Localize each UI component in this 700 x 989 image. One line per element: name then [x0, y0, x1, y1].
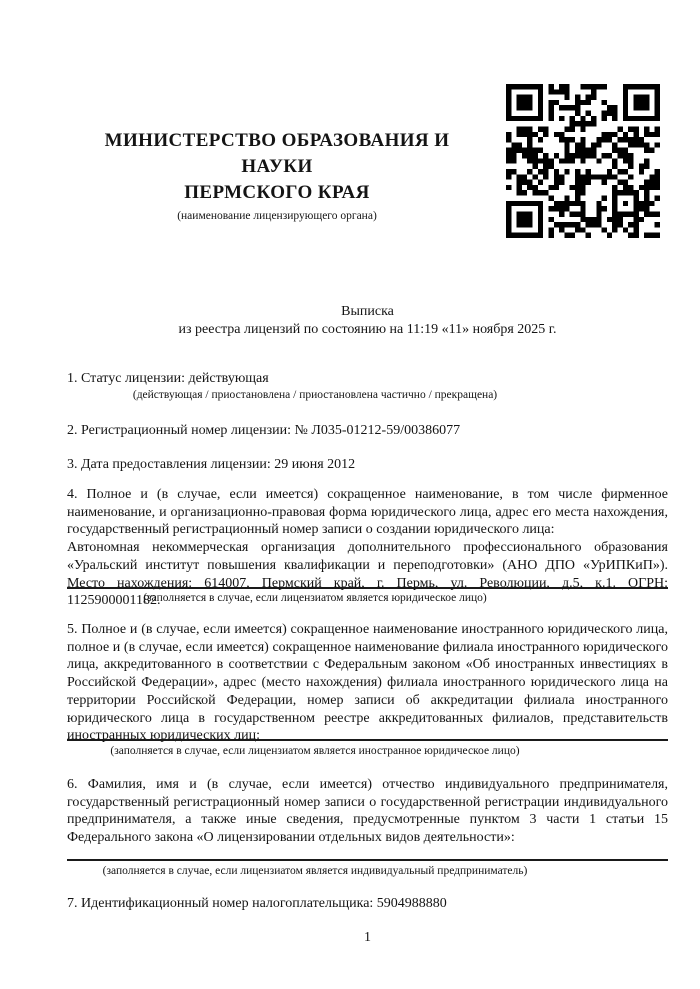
- item-1-caption: (действующая / приостановлена / приостановлена частично / прекращена): [132, 389, 498, 401]
- item-6-individual-entrepreneur: 6. Фамилия, имя и (в случае, если имеется) отчество индивидуального предпринимателя, государственный регистрационный номер записи о государственной регистрации индивидуального предпринимателя, а также иные сведения, предусмотренные пунктом 3 части 1 статьи 15 Федерального закона «О лицензировании отдельных видов деятельности»:: [67, 777, 668, 846]
- org-name-line2: ПЕРМСКОГО КРАЯ: [184, 182, 370, 203]
- document-title: [67, 303, 668, 338]
- item-6-caption: (заполняется в случае, если лицензиатом является индивидуальный предприниматель): [102, 865, 528, 877]
- item-4-fill-line: [67, 587, 668, 589]
- page-number: 1: [364, 930, 371, 945]
- item-6-fill-line: [67, 859, 668, 861]
- qr-code-icon: [506, 84, 660, 238]
- item-4-value: Автономная некоммерческая организация дополнительного профессионального образования «Уральский институт повышения квалификации и переподготовки» (АНО ДПО «УрИПКиП»). Место нахождения: 614007, Пермский край, г. Пермь, ул. Революции, д.5, к.1. ОГРН: 1125900001182.: [67, 540, 668, 609]
- title-line1: Выписка: [341, 304, 394, 319]
- org-name-line1: МИНИСТЕРСТВО ОБРАЗОВАНИЯ И НАУКИ: [104, 130, 450, 177]
- title-line2: из реестра лицензий по состоянию на 11:19 «11» ноября 2025 г.: [178, 321, 557, 337]
- item-5-fill-line: [67, 739, 668, 741]
- item-7-taxpayer-id: 7. Идентификационный номер налогоплательщика: 5904988880: [67, 896, 447, 911]
- item-3-grant-date: 3. Дата предоставления лицензии: 29 июня 2012: [67, 457, 356, 472]
- item-5-foreign-entity: 5. Полное и (в случае, если имеется) сокращенное наименование иностранного юридического лица, полное и (в случае, если имеется) сокращенное наименование филиала иностранного юридического лица, аккредитованного в соответствии с Федеральным законом «Об иностранных инвестициях в Российской Федерации», адрес (место нахождения) филиала иностранного юридического лица на территории Российской Федерации, номер записи об аккредитации филиала иностранного юридического лица в государственном реестре аккредитованных филиалов, представительств иностранных юридических лиц:: [67, 622, 668, 744]
- item-4-text: 4. Полное и (в случае, если имеется) сокращенное наименование, в том числе фирменное наименование, и организационно-правовая форма юридического лица, адрес его места нахождения, государственный регистрационный номер записи о создании юридического лица:: [67, 487, 668, 538]
- item-5-caption: (заполняется в случае, если лицензиатом является иностранное юридическое лицо): [110, 745, 520, 757]
- item-1-license-status: 1. Статус лицензии: действующая: [67, 371, 269, 386]
- item-4-caption: (заполняется в случае, если лицензиатом является юридическое лицо): [143, 592, 487, 604]
- licensing-authority-header: [67, 128, 487, 222]
- item-2-registration-number: 2. Регистрационный номер лицензии: № Л035-01212-59/00386077: [67, 423, 461, 438]
- org-name-caption: (наименование лицензирующего органа): [177, 210, 377, 222]
